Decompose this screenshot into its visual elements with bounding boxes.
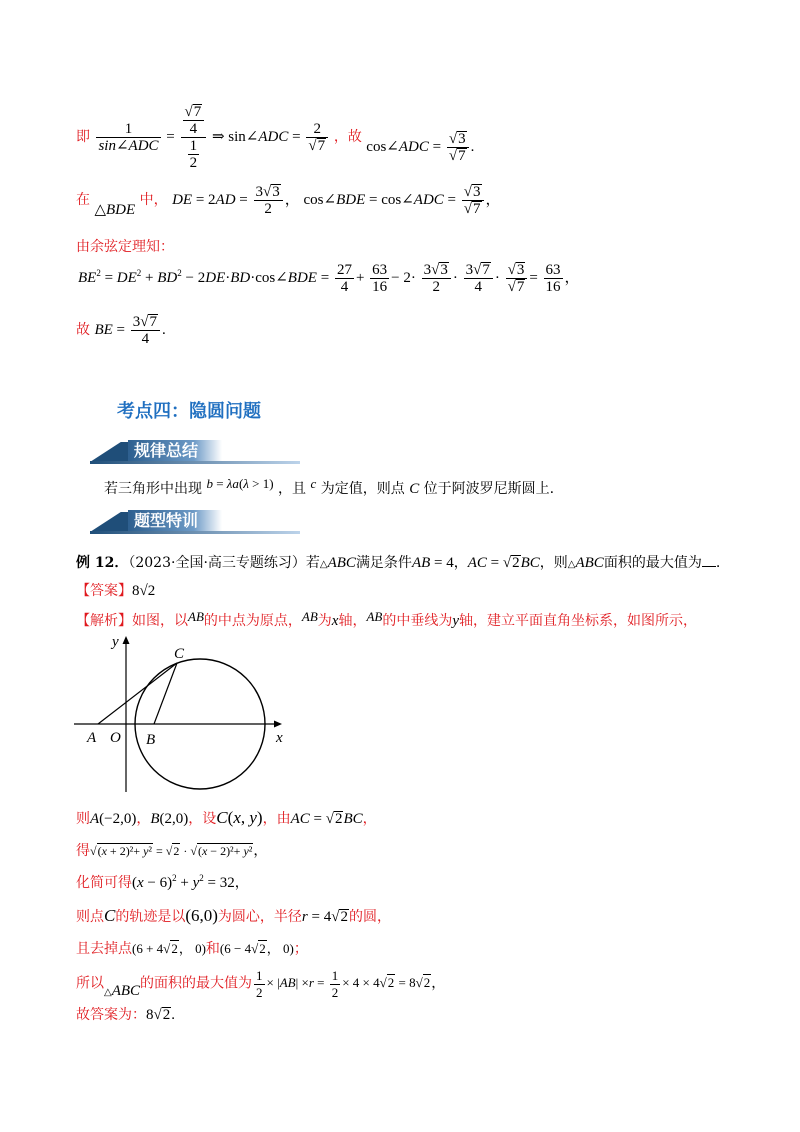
coordinate-figure (70, 630, 300, 800)
solution-text: 如图，以 (132, 613, 188, 629)
answer-line (76, 580, 155, 600)
solution-step-6: 所以△ABC的面积的最大值为 $\frac{1}{2}$ × |AB| ×r = $\frac{1}{2}$ × 4 × 4√2 = 8√2， (76, 968, 446, 1000)
formula-max-area: $\frac{1}{2}$ × |AB| ×r = $\frac{1}{2}$ × 4 × 4√2 = 8√2 (256, 968, 431, 1000)
solution-step-5 (76, 938, 308, 958)
text-ji: 即 (76, 128, 90, 145)
solution-text: 则 (76, 811, 90, 827)
line-triangle-bde (76, 184, 501, 217)
solution-text: 所以 (76, 975, 104, 992)
solution-text: 的轨迹是以 (115, 909, 186, 925)
banner-underline (90, 461, 300, 464)
text-zai: 在 (76, 191, 90, 208)
banner-underline (90, 531, 300, 534)
solution-text: ， (362, 811, 377, 827)
answer-value: 8√2 (132, 583, 156, 599)
banner-label: 题型特训 (128, 510, 222, 532)
formula-radius: r = 4√2 (301, 909, 348, 925)
formula-circle: $(x - 6)^2 + y^2 = 32$ (132, 873, 235, 891)
solution-text: 得 (76, 843, 90, 859)
solution-step-1 (76, 808, 377, 828)
formula-sin-adc: $\frac{1}{\text{sin∠ADC}}$ = $\frac{\frac{√7}{4}}{\frac{1}{2}}$ ⇒ sin∠ADC = $\frac{2}{√7}$ (94, 129, 333, 145)
circle-center: (6,0) (185, 906, 218, 925)
formula-de: DE = 2AD = $\frac{3√3}{2}$ ， cos∠BDE = cos∠ADC = $\frac{√3}{√7}$ ， (172, 184, 501, 217)
point-b: B(2,0) (150, 811, 189, 827)
formula-ac-bc: AC = √2BC (467, 555, 540, 571)
formula-cos-adc: cos∠ADC = $\frac{√3}{√7}$ . (366, 131, 475, 164)
example-text: ， (453, 555, 468, 571)
solution-text: 的中垂线为 (382, 613, 453, 629)
banner-label: 规律总结 (128, 440, 222, 462)
rule-text-part: ，且 (278, 481, 307, 497)
text-gu-2: 故 (76, 321, 90, 338)
solution-step-7 (76, 1004, 175, 1024)
y-axis-arrow (123, 636, 130, 644)
solution-text: 的面积的最大值为 (140, 975, 253, 992)
solution-text: ， (136, 811, 151, 827)
example-text: 满足条件 (355, 555, 412, 571)
banner-rule-summary (90, 440, 300, 464)
solution-text: 且去掉点 (76, 941, 132, 957)
label-o: O (110, 730, 121, 746)
solution-intro (76, 610, 697, 630)
label-x: x (276, 730, 283, 746)
solution-text: ，由 (262, 811, 291, 827)
rule-text-part: 若三角形中出现 (104, 481, 202, 497)
line-cosine-law (76, 236, 174, 256)
var-x: x (331, 613, 339, 629)
solution-step-3: 化简可得$(x - 6)^2 + y^2 = 32$， (76, 873, 249, 891)
rule-text-part: 为定值，则点 (320, 481, 405, 497)
solution-text: 轴， (338, 613, 367, 629)
line-sin-adc (76, 104, 474, 171)
formula-be-squared: $BE^2 = DE^2 + BD^2$ − 2DE·BD·cos∠BDE = $\frac{27}{4}$ + $\frac{63}{16}$ − 2· $\frac{3√3}{2}$ · $\frac{3√7}{4}$ · $\frac{√3}{√7}$ = $\frac{63}{16}$ ， (78, 262, 580, 295)
solution-text: 的圆， (348, 909, 391, 925)
var-C: C (104, 906, 116, 925)
label-y: y (112, 634, 119, 650)
var-C: C (409, 481, 420, 497)
example-label: 例 12． (76, 555, 129, 571)
rule-text-part: 位于阿波罗尼斯圆上. (423, 481, 555, 497)
solution-text: 故答案为： (76, 1007, 146, 1023)
triangle-bde: △BDE (94, 201, 136, 218)
text-cosine-law: 由余弦定理知： (76, 239, 174, 255)
example-text: 面积的最大值为 (603, 555, 702, 571)
rule-text (104, 478, 554, 498)
formula-distance-eq: √(x + 2)²+ y² = √2 · √(x − 2)²+ y² (90, 844, 253, 858)
point-excluded-2: (6 − 4√2， 0) (219, 941, 294, 956)
solution-text: 为 (317, 613, 332, 629)
answer-blank (702, 566, 716, 567)
example-source: （2023·全国·高三专题练习）若 (128, 555, 320, 571)
solution-text: 为圆心，半径 (217, 909, 302, 925)
label-b: B (146, 732, 156, 748)
label-c: C (174, 646, 185, 662)
solution-text: 轴，建立平面直角坐标系，如图所示， (459, 613, 698, 629)
x-axis-arrow (274, 721, 282, 728)
line-be-result (76, 314, 166, 347)
solution-text: 的中点为原点， (203, 613, 302, 629)
triangle-abc: △ABC (319, 555, 356, 571)
example-12: 例 12．（2023·全国·高三专题练习）若△ABC满足条件AB = 4，AC = √2BC，则△ABC面积的最大值为 . (76, 555, 721, 571)
solution-tag: 【解析】 (76, 613, 132, 629)
solution-step-2: 得√(x + 2)²+ y² = √2 · √(x − 2)²+ y²， (76, 843, 268, 859)
var-ab: AB (188, 609, 204, 624)
example-text: ，则 (539, 555, 568, 571)
formula-be: BE = $\frac{3√7}{4}$ . (94, 314, 166, 347)
banner-exercise (90, 510, 300, 534)
formula-ac-eq: AC = √2BC (290, 811, 363, 827)
section-title: 考点四：隐圆问题 (117, 401, 261, 422)
text-zhong: 中， (139, 191, 168, 208)
final-answer: 8√2. (146, 1007, 175, 1023)
solution-step-4 (76, 906, 391, 926)
solution-text: ； (293, 941, 308, 957)
solution-text: 化简可得 (76, 875, 132, 891)
var-ab: AB (366, 609, 383, 624)
answer-tag: 【答案】 (76, 583, 132, 599)
var-ab: AB (301, 609, 318, 624)
point-excluded-1: (6 + 4√2， 0) (132, 941, 206, 956)
text-gu: ，故 (333, 128, 362, 145)
solution-text: 和 (205, 941, 220, 957)
triangle-abc: △ABC (567, 555, 604, 571)
var-c: c (310, 476, 317, 491)
point-a: A(−2,0) (90, 811, 137, 827)
var-y: y (452, 613, 460, 629)
point-c: C(x, y) (216, 808, 263, 827)
triangle-abc: △ABC (104, 983, 141, 1000)
formula-b-lambda-a: b = λa(λ > 1) (206, 476, 274, 491)
solution-text: ，设 (188, 811, 217, 827)
formula-ab-4: AB = 4 (411, 555, 454, 571)
label-a: A (87, 730, 97, 746)
solution-text: 则点 (76, 909, 104, 925)
